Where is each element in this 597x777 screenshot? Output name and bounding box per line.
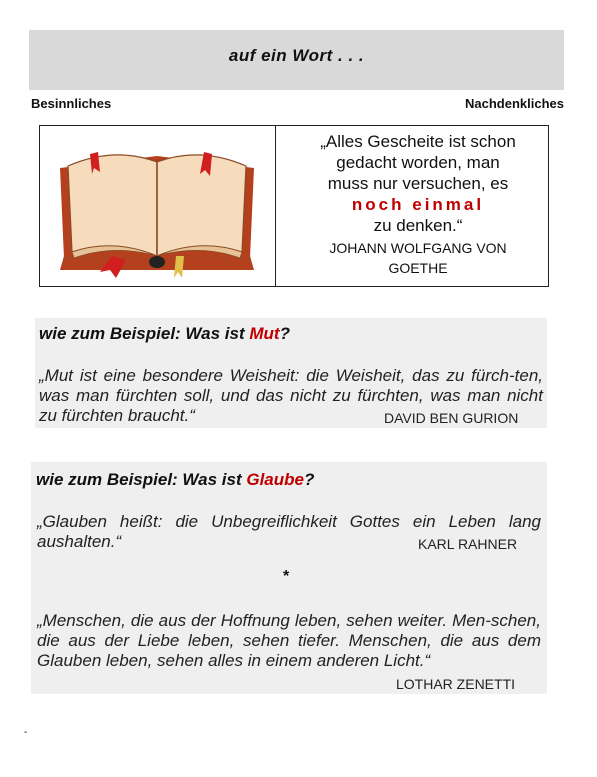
- glaube-panel: [31, 462, 547, 694]
- glaube-quote-1: „Glauben heißt: die Unbegreiflichkeit Gottes ein Leben lang aushalten.“: [37, 512, 541, 551]
- goethe-quote: [292, 131, 544, 278]
- glaube-heading-keyword: Glaube: [246, 470, 304, 489]
- footer-mark: -: [24, 727, 28, 738]
- goethe-quote-box: [39, 125, 549, 287]
- mut-panel: [35, 318, 547, 428]
- open-book-icon: [54, 138, 260, 278]
- subheader-left: Besinnliches: [31, 96, 112, 111]
- goethe-line-2: gedacht worden, man: [336, 153, 500, 172]
- glaube-heading-suffix: ?: [303, 470, 315, 489]
- divider: [275, 126, 276, 286]
- page-title: auf ein Wort . . .: [228, 46, 365, 65]
- header-bar: [29, 30, 564, 90]
- mut-author: DAVID BEN GURION: [384, 410, 519, 426]
- subheader-right: Nachdenkliches: [465, 96, 564, 111]
- mut-heading-prefix: wie zum Beispiel: Was ist: [39, 324, 250, 343]
- goethe-line-1: „Alles Gescheite ist schon: [320, 132, 516, 151]
- mut-heading: [39, 324, 290, 344]
- glaube-heading-prefix: wie zum Beispiel: Was ist: [36, 470, 247, 489]
- goethe-author: [292, 238, 544, 278]
- glaube-heading: [36, 470, 314, 490]
- goethe-line-5: zu denken.“: [373, 216, 463, 235]
- mut-heading-suffix: ?: [279, 324, 290, 343]
- glaube-quote-2: „Menschen, die aus der Hoffnung leben, sehen weiter. Men-schen, die aus der Liebe leben, sehen tiefer. Menschen, die aus dem Glauben leben, sehen alles in einem anderen Licht.“: [37, 611, 541, 670]
- goethe-emphasis: noch einmal: [351, 195, 485, 214]
- mut-heading-keyword: Mut: [249, 324, 280, 343]
- glaube-author-1: KARL RAHNER: [418, 536, 518, 552]
- goethe-author-line-1: JOHANN WOLFGANG VON: [329, 240, 507, 256]
- goethe-author-line-2: GOETHE: [388, 260, 448, 276]
- glaube-author-2: LOTHAR ZENETTI: [396, 676, 516, 692]
- separator-star: *: [283, 568, 290, 585]
- goethe-line-3: muss nur versuchen, es: [327, 174, 509, 193]
- mut-quote-text: „Mut ist eine besondere Weisheit: die Weisheit, das zu fürch-ten, was man fürchten soll, und das nicht zu fürchten, was man nicht zu fürchten braucht.“: [39, 366, 543, 425]
